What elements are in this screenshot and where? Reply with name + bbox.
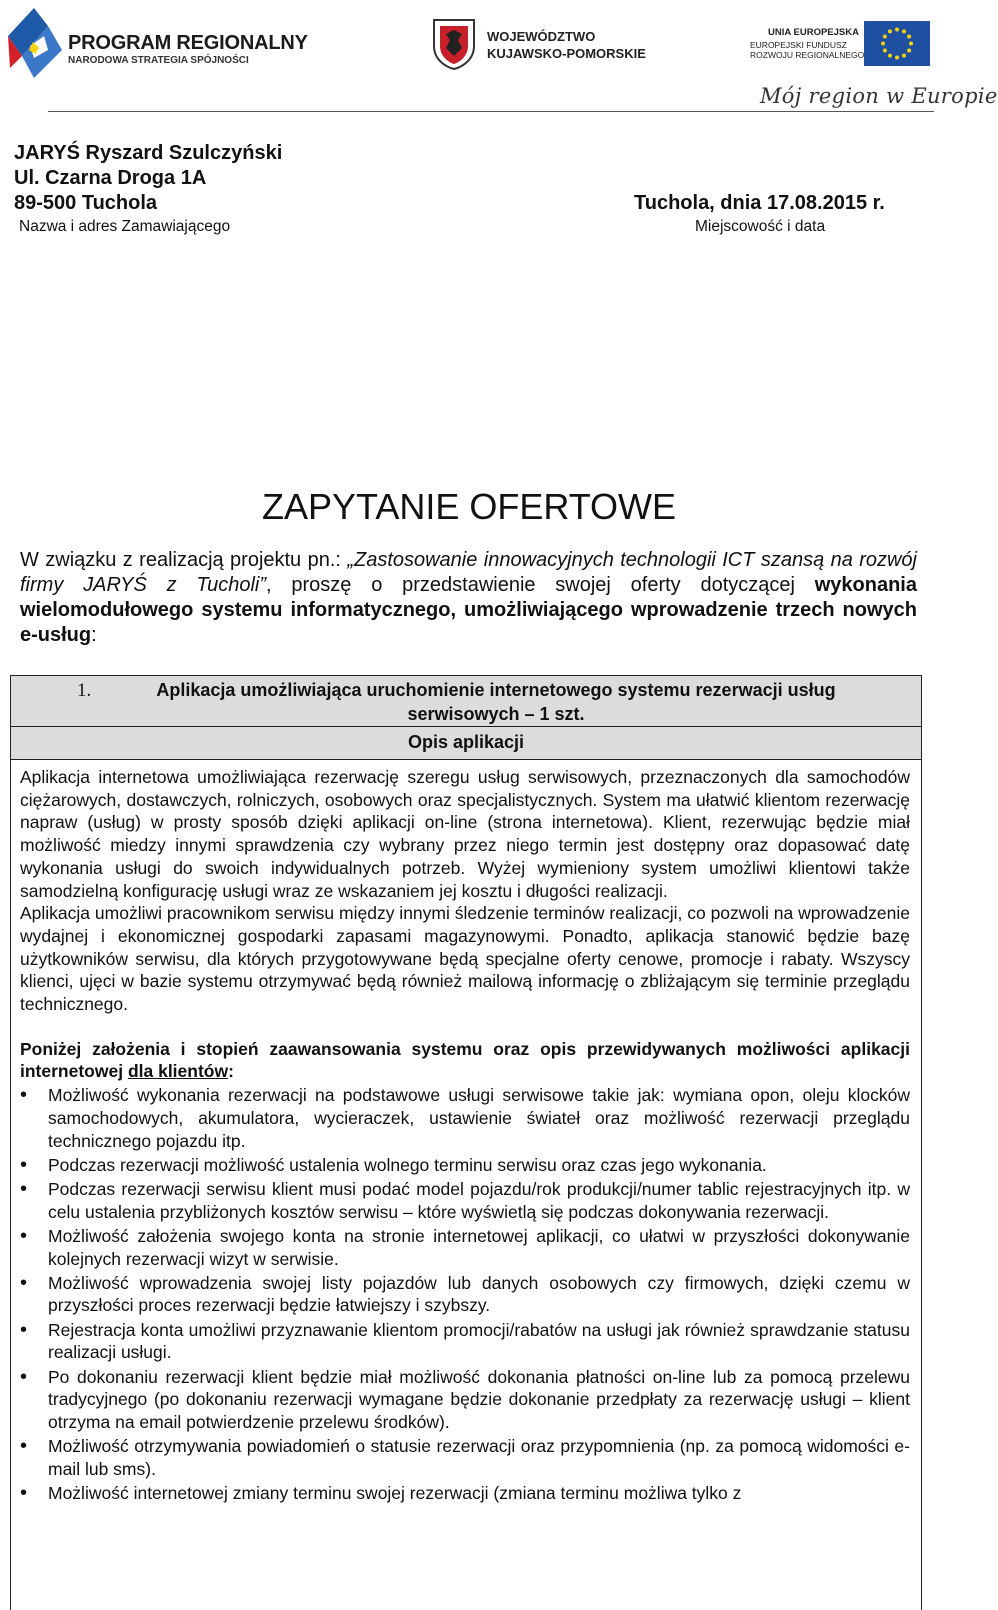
intro-text-b: , proszę o przedstawienie swojej oferty dotyczącej [266, 574, 815, 596]
orderer-city: 89-500 Tuchola [14, 192, 158, 214]
list-item: • Możliwość internetowej zmiany terminu swojej rezerwacji (zmiana terminu możliwa tylko z [20, 1482, 910, 1505]
table-item-header [11, 676, 921, 727]
description-paragraph-1: Aplikacja internetowa umożliwiająca rezerwację szeregu usług serwisowych, przeznaczonych dla samochodów ciężarowych, dostawczych, rolniczych, osobowych oraz specjalistycznych. System ma ułatwić klientom rezerwację napraw (usług) w prosty sposób dzięki aplikacji on-line (strona internetowa). Klient, rezerwując będzie miał możliwość miedzy innymi sprawdzenia czy wybrany przez niego termin jest dostępny oraz dopasować datę wykonania usługi do swoich indywidualnych potrzeb. Wyżej wymieniony system umożliwi klientowi także samodzielną konfigurację usługi wraz ze wskazaniem jej kosztu i długości realizacji. [20, 767, 910, 901]
features-lead-text: Poniżej założenia i stopień zaawansowania systemu oraz opis przewidywanych możliwości aplikacji internetowej [20, 1038, 910, 1082]
description-paragraph-2: Aplikacja umożliwi pracownikom serwisu między innymi śledzenie terminów realizacji, co pozwoli na wprowadzenie wydajnej i ekonomicznej gospodarki zapasami magazynowymi. Ponadto, aplikacja stanowić będzie bazę użytkowników serwisu, dla których przygotowywane będą specjalne oferty cenowe, promocje i rabaty. Wszyscy klienci, ujęci w bazie systemu otrzymywać będą również mailową informację o zbliżającym się terminie przeglądu technicznego. [20, 903, 910, 1015]
header-divider [48, 111, 934, 112]
eu-fund-line2: ROZWOJU REGIONALNEGO [750, 50, 865, 60]
section-header: Opis aplikacji [11, 727, 921, 760]
table-body [11, 760, 921, 1505]
program-regionalny-subtitle: NARODOWA STRATEGIA SPÓJNOŚCI [68, 55, 249, 66]
item-number: 1. [77, 680, 92, 701]
place-and-date: Tuchola, dnia 17.08.2015 r. [634, 192, 885, 214]
program-regionalny-title: PROGRAM REGIONALNY [68, 32, 308, 54]
list-item: • Możliwość otrzymywania powiadomień o statusie rezerwacji oraz przypomnienia (np. za pomocą widomości e-mail lub sms). [20, 1435, 910, 1480]
eu-name: UNIA EUROPEJSKA [768, 27, 859, 38]
list-item: • Możliwość wykonania rezerwacji na podstawowe usługi serwisowe takie jak: wymiana opon, oleju klocków samochodowych, akumulatora, wycieraczek, ustawienie świateł oraz możliwość rezerwacji przeglądu technicznego pojazdu itp. [20, 1084, 910, 1152]
list-item: • Podczas rezerwacji możliwość ustalenia wolnego terminu serwisu oraz czas jego wykonania. [20, 1154, 910, 1177]
features-lead-end: : [228, 1061, 234, 1082]
intro-text-end: : [91, 624, 97, 646]
features-lead-target: dla klientów [127, 1061, 229, 1082]
list-item: • Rejestracja konta umożliwi przyznawanie klientom promocji/rabatów na usługi jak również sprawdzanie statusu realizacji usługi. [20, 1319, 910, 1364]
list-item: • Po dokonaniu rezerwacji klient będzie miał możliwość dokonania płatności on-line lub za pomocą przelewu tradycyjnego (po dokonaniu rezerwacji wymagane będzie dokonanie przedpłaty za rezerwację usługi – klient otrzyma na email potwierdzenie przelewu środków). [20, 1366, 910, 1434]
orderer-caption: Nazwa i adres Zamawiającego [19, 218, 231, 235]
orderer-street: Ul. Czarna Droga 1A [14, 167, 207, 189]
features-lead [20, 1038, 910, 1083]
place-date-caption: Miejscowość i data [695, 218, 826, 235]
intro-text-a: W związku z realizacją projektu pn.: [20, 549, 348, 571]
orderer-name: JARYŚ Ryszard Szulczyński [14, 142, 283, 164]
list-item: • Możliwość wprowadzenia swojej listy pojazdów lub danych osobowych czy firmowych, dzięki czemu w przyszłości proces rezerwacji będzie łatwiejszy i szybszy. [20, 1272, 910, 1317]
intro-paragraph [20, 548, 917, 648]
specification-table [10, 675, 922, 1610]
list-item: • Możliwość założenia swojego konta na stronie internetowej aplikacji, co ułatwi w przyszłości dokonywanie kolejnych rezerwacji wizyt w serwisie. [20, 1225, 910, 1270]
tagline-signature: Mój region w Europie [760, 84, 998, 108]
intro-scope: wykonania wielomodułowego systemu informatycznego, umożliwiającego wprowadzenie trzech nowych e-usług [20, 574, 917, 646]
eu-fund-line1: EUROPEJSKI FUNDUSZ [750, 40, 847, 50]
document-title: ZAPYTANIE OFERTOWE [261, 486, 677, 527]
eu-flag-icon [864, 21, 930, 66]
region-name-line2: KUJAWSKO-POMORSKIE [487, 46, 646, 61]
program-regionalny-emblem-icon [4, 6, 70, 84]
features-list [20, 1084, 910, 1505]
region-name-line1: WOJEWÓDZTWO [487, 29, 596, 44]
project-name: „Zastosowanie innowacyjnych technologii ICT szansą na rozwój firmy JARYŚ z Tucholi” [20, 549, 917, 596]
list-item: • Podczas rezerwacji serwisu klient musi podać model pojazdu/rok produkcji/numer tablic rejestracyjnych itp. w celu ustalenia przybliżonych kosztów serwisu – które wyświetlą się podczas dokonywania rezerwacji. [20, 1178, 910, 1223]
coat-of-arms-icon [432, 18, 476, 70]
item-title: Aplikacja umożliwiająca uruchomienie internetowego systemu rezerwacji usług serwisowych – 1 szt. [156, 680, 836, 724]
